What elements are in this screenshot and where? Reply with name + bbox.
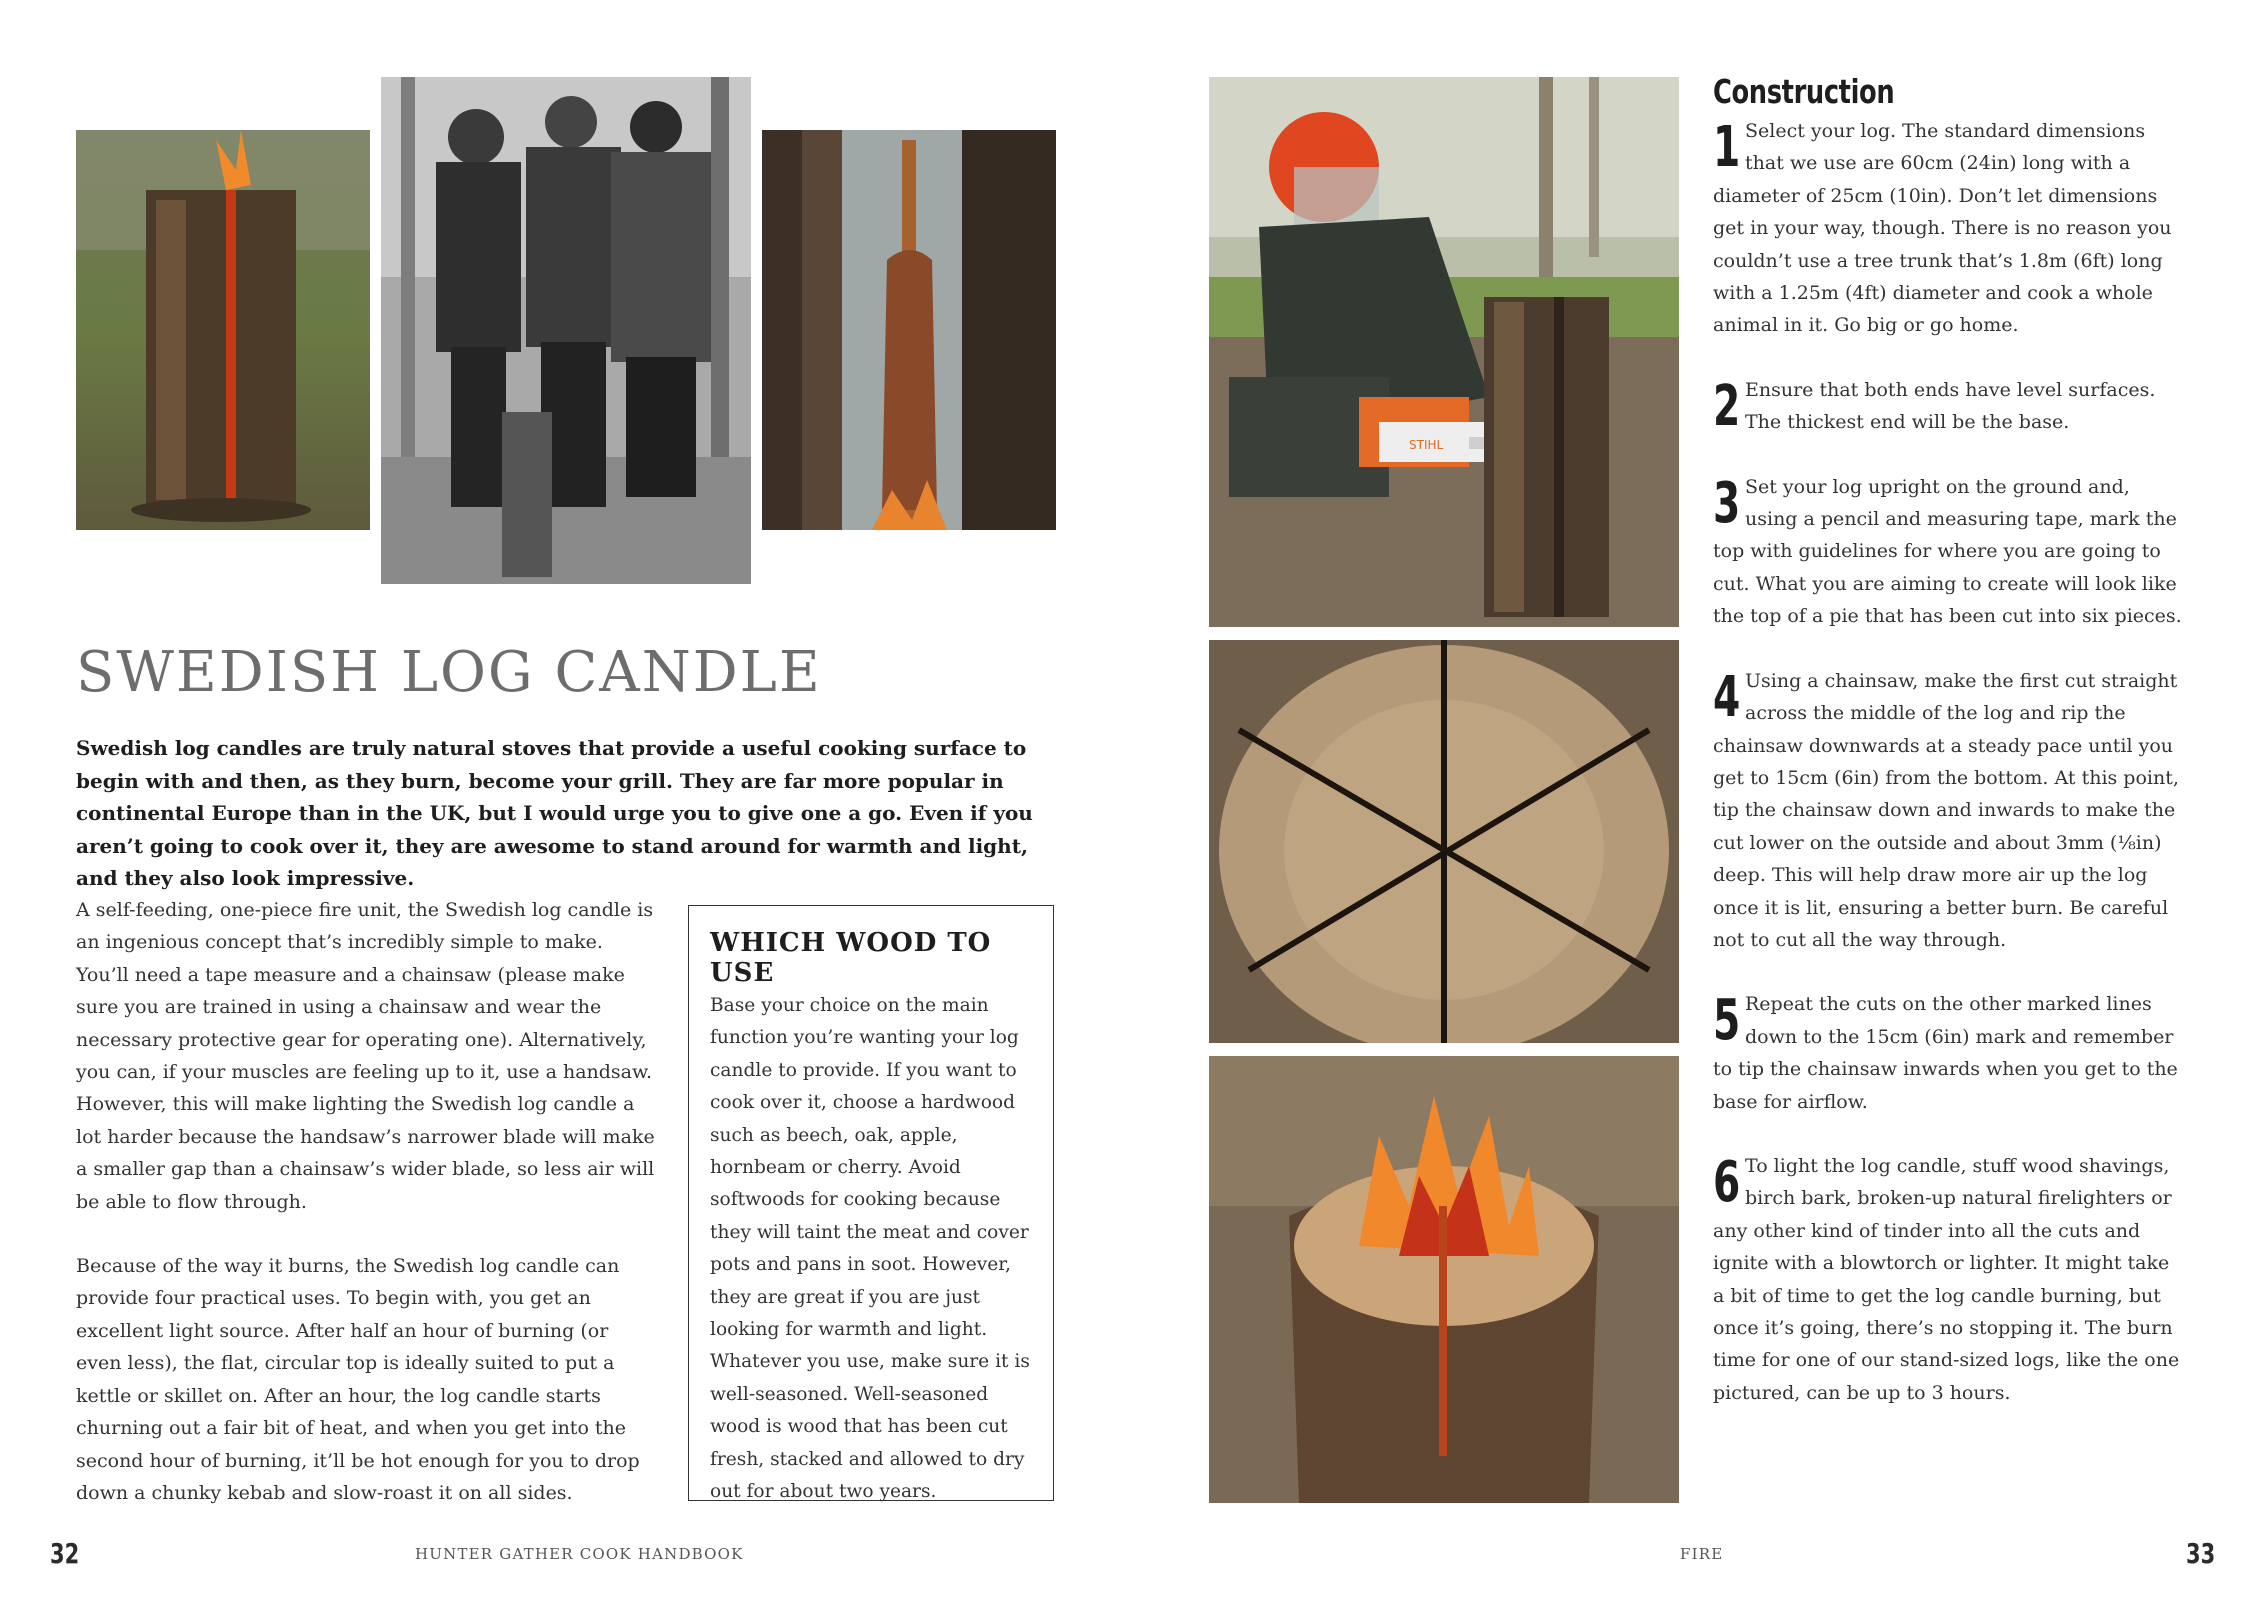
running-head-left: HUNTER GATHER COOK HANDBOOK xyxy=(415,1545,744,1563)
step-text: Ensure that both ends have level surfaces. The thickest end will be the base. xyxy=(1745,378,2156,434)
step-number: 1 xyxy=(1713,115,1741,180)
page-number-left: 32 xyxy=(50,1537,80,1570)
step-4 xyxy=(1713,665,2183,957)
step-text: Set your log upright on the ground and, using a pencil and measuring tape, mark the top with guidelines for where you are going to cut. What you are aiming to create will look like the top of a pie that has been cut into six pieces. xyxy=(1713,475,2182,628)
body-paragraph: A self-feeding, one-piece fire unit, the Swedish log candle is an ingenious concept that’s incredibly simple to make. You’ll need a tape measure and a chainsaw (please make sure you are trained in using a chainsaw and wear the necessary protective gear for operating one). Alternatively, you can, if your muscles are feeling up to it, use a handsaw. However, this will make lighting the Swedish log candle a lot harder because the handsaw’s narrower blade will make a smaller gap than a chainsaw’s wider blade, so less air will be able to flow through. xyxy=(76,899,655,1213)
step-3 xyxy=(1713,471,2183,633)
step-number: 3 xyxy=(1713,470,1741,536)
construction-steps xyxy=(1713,115,2183,1441)
step-text: Using a chainsaw, make the first cut straight across the middle of the log and rip the chainsaw downwards at a steady pace until you get to 15cm (6in) from the bottom. At this point, tip the chainsaw down and inwards to make the cut lower on the outside and about 3mm (⅛in) deep. This will help draw more air up the log once it is lit, ensuring a better burn. Be careful not to cut all the way through. xyxy=(1713,669,2179,951)
step-text: To light the log candle, stuff wood shavings, birch bark, broken-up natural firelighters or any other kind of tinder into all the cuts and ignite with a blowtorch or lighter. It might take a bit of time to get the log candle burning, but once it’s going, there’s no stopping it. The burn time for one of our stand-sized logs, like the one pictured, can be up to 3 hours. xyxy=(1713,1154,2180,1404)
three-men-photo xyxy=(381,77,751,584)
step-text: Repeat the cuts on the other marked lines down to the 15cm (6in) mark and remember to tip the chainsaw inwards when you get to the base for airflow. xyxy=(1713,993,2178,1113)
wood-sidebar-box xyxy=(688,905,1054,1501)
sidebar-heading: WHICH WOOD TO USE xyxy=(710,928,992,988)
step-number: 2 xyxy=(1713,373,1741,439)
step-1 xyxy=(1713,115,2183,342)
running-head-right: FIRE xyxy=(1680,1545,1724,1563)
chainsaw-cutting-photo xyxy=(1209,77,1679,627)
chainsaw-brand: STIHL xyxy=(1409,438,1444,452)
burning-log-photo xyxy=(76,130,370,530)
construction-heading: Construction xyxy=(1713,72,1895,111)
sidebar-text: Base your choice on the main function you’re wanting your log candle to provide. If you want to cook over it, choose a hardwood such as beech, oak, apple, hornbeam or cherry. Avoid softwoods for cooking because they will taint the meat and cover pots and pans in soot. However, they are great if you are just looking for warmth and light. Whatever you use, make sure it is well-seasoned. Well-seasoned wood is wood that has been cut fresh, stacked and allowed to dry out for about two years. xyxy=(710,995,1030,1503)
step-number: 6 xyxy=(1713,1149,1741,1215)
step-number: 5 xyxy=(1713,988,1741,1054)
page-title: SWEDISH LOG CANDLE xyxy=(76,640,822,705)
step-2 xyxy=(1713,374,2183,439)
body-paragraph: Because of the way it burns, the Swedish log candle can provide four practical uses. To begin with, you get an excellent light source. After half an hour of burning (or even less), the flat, circular top is ideally suited to put a kettle or skillet on. After an hour, the log candle starts churning out a fair bit of heat, and when you get into the second hour of burning, it’ll be hot enough for you to drop down a chunky kebab and slow-roast it on all sides. xyxy=(76,1255,640,1504)
six-cut-log-top-photo xyxy=(1209,640,1679,1043)
step-text: Select your log. The standard dimensions that we use are 60cm (24in) long with a diameter of 25cm (10in). Don’t let dimensions get in your way, though. There is no reason you couldn’t use a tree trunk that’s 1.8m (6ft) long with a 1.25m (4ft) diameter and cook a whole animal in it. Go big or go home. xyxy=(1713,120,2172,337)
log-roasting-photo xyxy=(762,130,1056,530)
step-number: 4 xyxy=(1713,664,1741,730)
page-number-right: 33 xyxy=(2186,1537,2216,1570)
lit-log-candle-photo xyxy=(1209,1056,1679,1503)
main-body-column xyxy=(76,894,656,1541)
intro-paragraph: Swedish log candles are truly natural stoves that provide a useful cooking surface to begin with and then, as they burn, become your grill. They are far more popular in continental Europe than in the UK, but I would urge you to give one a go. Even if you aren’t going to cook over it, they are awesome to stand around for warmth and light, and they also look impressive. xyxy=(76,736,1033,890)
step-5 xyxy=(1713,988,2183,1118)
step-6 xyxy=(1713,1150,2183,1409)
